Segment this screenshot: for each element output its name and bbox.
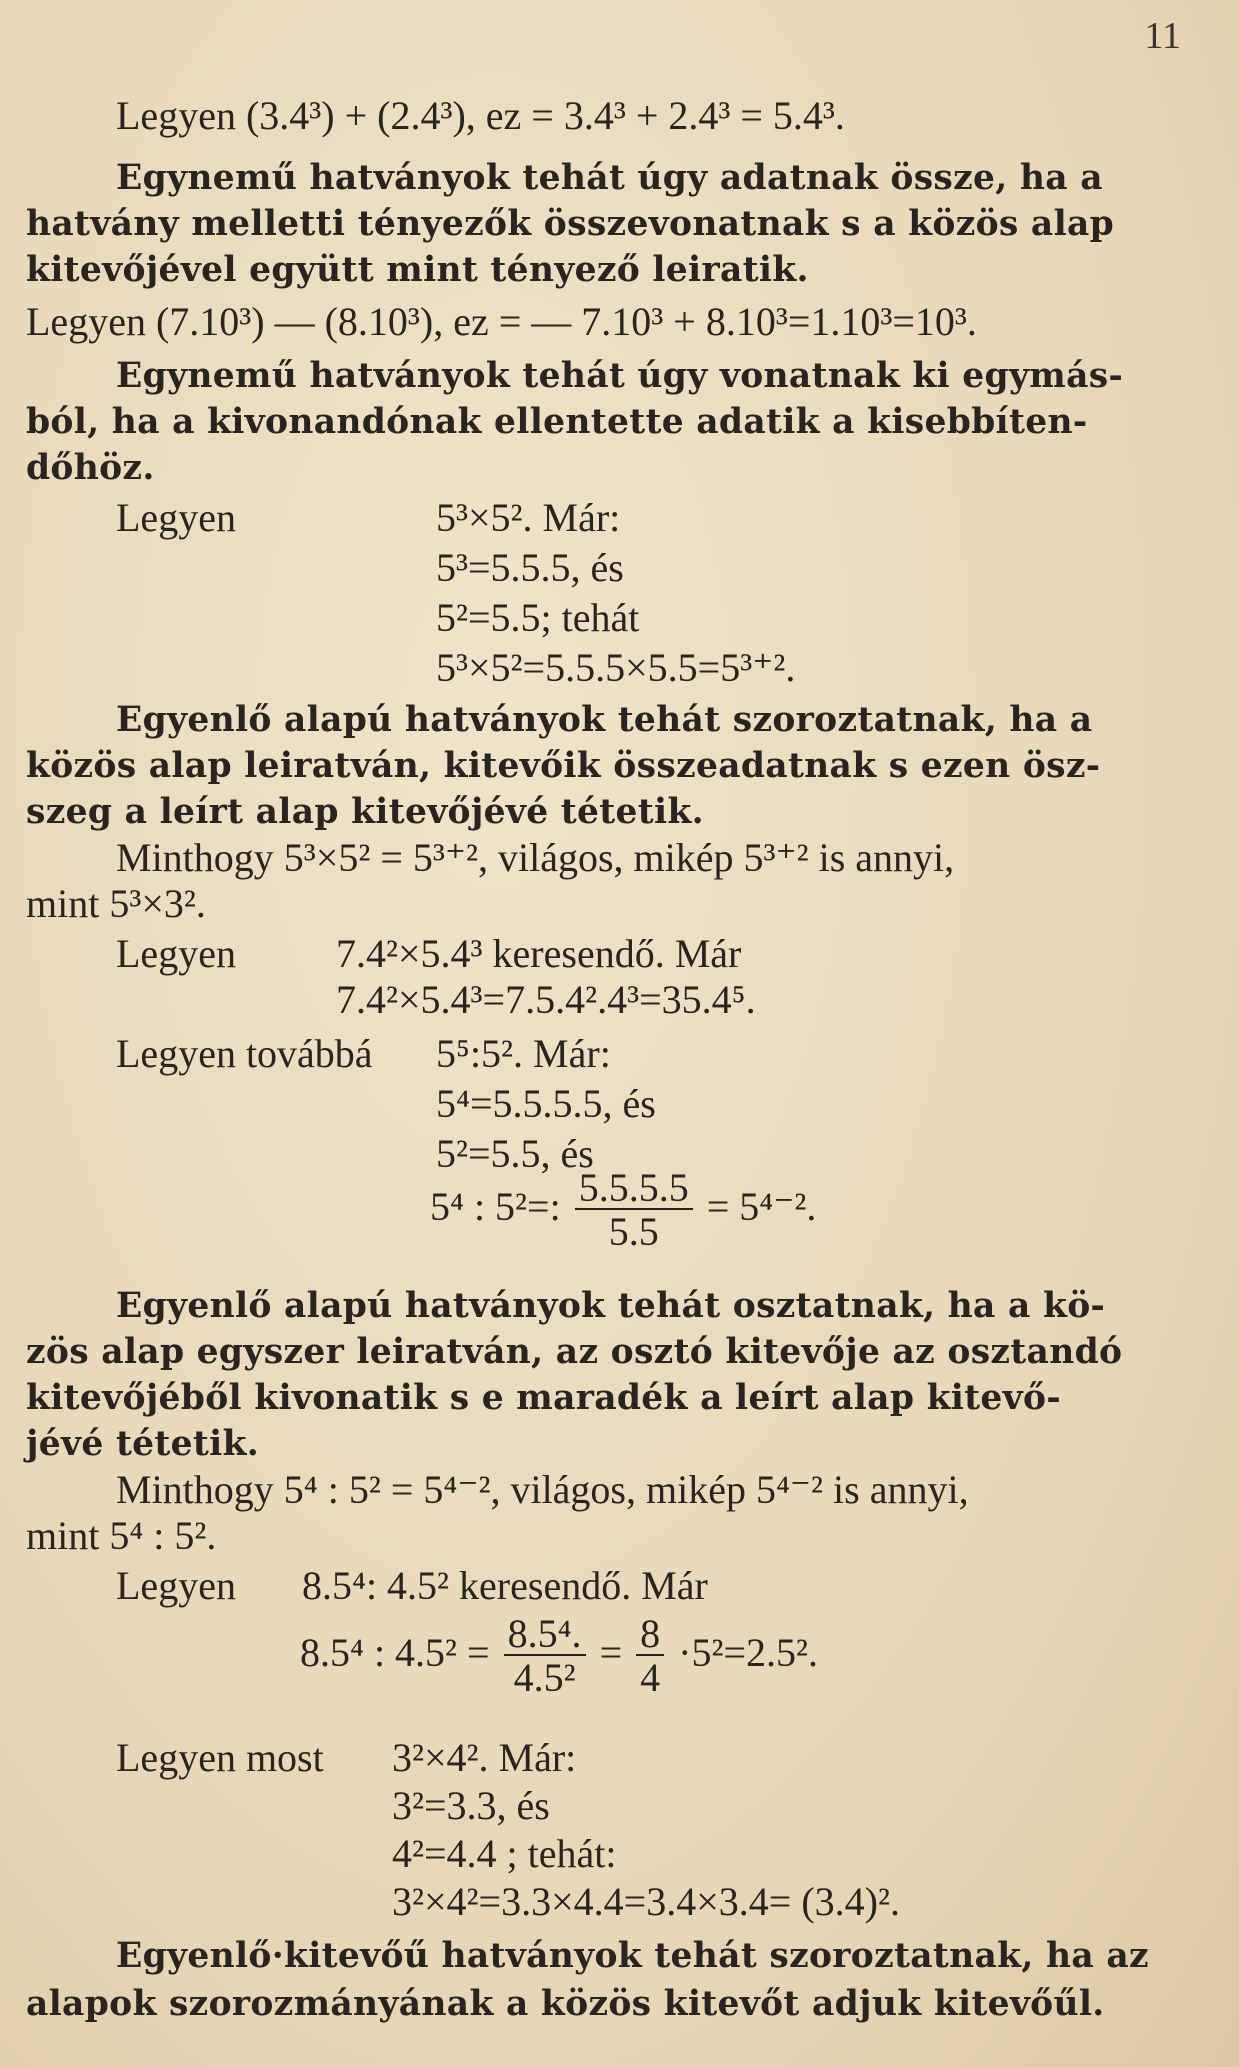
fraction: [636, 1611, 664, 1700]
equation-left: 8.5⁴ : 4.5² =: [300, 1630, 490, 1676]
text-line: alapok szorozmányának a közös kitevőt adjuk kitevőűl.: [26, 1984, 1105, 2024]
text-line: hatvány melletti tényezők összevonatnak s a közös alap: [26, 204, 1115, 244]
text-line: Egyenlő·kitevőű hatványok tehát szoroztatnak, ha az: [116, 1936, 1149, 1976]
math-line: 3²×4². Már:: [392, 1735, 577, 1780]
text-line: dőhöz.: [26, 448, 155, 488]
text-line: Legyen (7.10³) — (8.10³), ez = — 7.10³ + 8.10³=1.10³=10³.: [26, 299, 977, 344]
math-line: 7.4²×5.4³ keresendő. Már: [336, 931, 742, 976]
text-line: kitevőjével együtt mint tényező leiratik.: [26, 250, 809, 290]
equation-right: = 5⁴⁻².: [706, 1184, 817, 1230]
text-line: Legyen: [116, 495, 236, 540]
text-line: Egynemű hatványok tehát úgy adatnak össze, ha a: [116, 158, 1103, 198]
text-line: Legyen továbbá: [116, 1031, 373, 1076]
math-line: 5³=5.5.5, és: [436, 545, 624, 590]
text-line: Minthogy 5³×5² = 5³⁺², világos, mikép 5³⁺² is annyi,: [116, 835, 955, 880]
math-line: 5²=5.5, és: [436, 1131, 594, 1176]
equation-right: ·5²=2.5².: [678, 1630, 818, 1676]
fraction-numerator: 8.5⁴.: [507, 1611, 582, 1656]
text-line: Egyenlő alapú hatványok tehát osztatnak, ha a kö-: [116, 1286, 1106, 1326]
text-line: zös alap egyszer leiratván, az osztó kitevője az osztandó: [26, 1332, 1123, 1372]
equation-mid: =: [599, 1630, 623, 1676]
fraction-denominator: 4.5²: [504, 1654, 586, 1700]
equation-left: 5⁴ : 5²=:: [430, 1184, 561, 1230]
text-line: közös alap leiratván, kitevőik összeadatnak s ezen ösz-: [26, 746, 1101, 786]
math-line: 5³×5². Már:: [436, 495, 621, 540]
fraction: [575, 1165, 693, 1254]
math-line: 5³×5²=5.5.5×5.5=5³⁺².: [436, 645, 796, 690]
text-line: Legyen: [116, 931, 236, 976]
fraction-numerator: 8: [640, 1611, 661, 1656]
text-line: ból, ha a kivonandónak ellentette adatik a kisebbíten-: [26, 402, 1088, 442]
fraction-numerator: 5.5.5.5: [578, 1165, 689, 1210]
math-line: 5⁵:5². Már:: [436, 1031, 611, 1076]
text-line: Minthogy 5⁴ : 5² = 5⁴⁻², világos, mikép 5⁴⁻² is annyi,: [116, 1467, 969, 1512]
text-line: szeg a leírt alap kitevőjévé tétetik.: [26, 792, 704, 832]
fraction-denominator: 4: [636, 1654, 664, 1700]
math-line: 3²=3.3, és: [392, 1783, 550, 1828]
fraction-equation: [430, 1165, 817, 1254]
math-line: 8.5⁴: 4.5² keresendő. Már: [302, 1563, 708, 1608]
fraction: [504, 1611, 586, 1700]
text-line: Legyen most: [116, 1735, 324, 1780]
page-number: 11: [1144, 15, 1181, 57]
text-line: mint 5⁴ : 5².: [26, 1513, 217, 1558]
math-line: 5⁴=5.5.5.5, és: [436, 1081, 656, 1126]
math-line: 4²=4.4 ; tehát:: [392, 1831, 617, 1876]
text-line: Legyen: [116, 1563, 236, 1608]
fraction-equation: [300, 1611, 818, 1700]
math-line: 5²=5.5; tehát: [436, 595, 640, 640]
text-line: Egynemű hatványok tehát úgy vonatnak ki egymás-: [116, 356, 1124, 396]
text-line: mint 5³×3².: [26, 881, 206, 926]
fraction-denominator: 5.5: [575, 1208, 693, 1254]
text-line: jévé tétetik.: [26, 1424, 260, 1464]
text-line: kitevőjéből kivonatik s e maradék a leírt alap kitevő-: [26, 1378, 1061, 1418]
text-line: Egyenlő alapú hatványok tehát szoroztatnak, ha a: [116, 700, 1093, 740]
math-line: 3²×4²=3.3×4.4=3.4×3.4= (3.4)².: [392, 1879, 900, 1924]
text-line: Legyen (3.4³) + (2.4³), ez = 3.4³ + 2.4³ = 5.4³.: [116, 93, 845, 138]
math-line: 7.4²×5.4³=7.5.4².4³=35.4⁵.: [336, 977, 756, 1022]
